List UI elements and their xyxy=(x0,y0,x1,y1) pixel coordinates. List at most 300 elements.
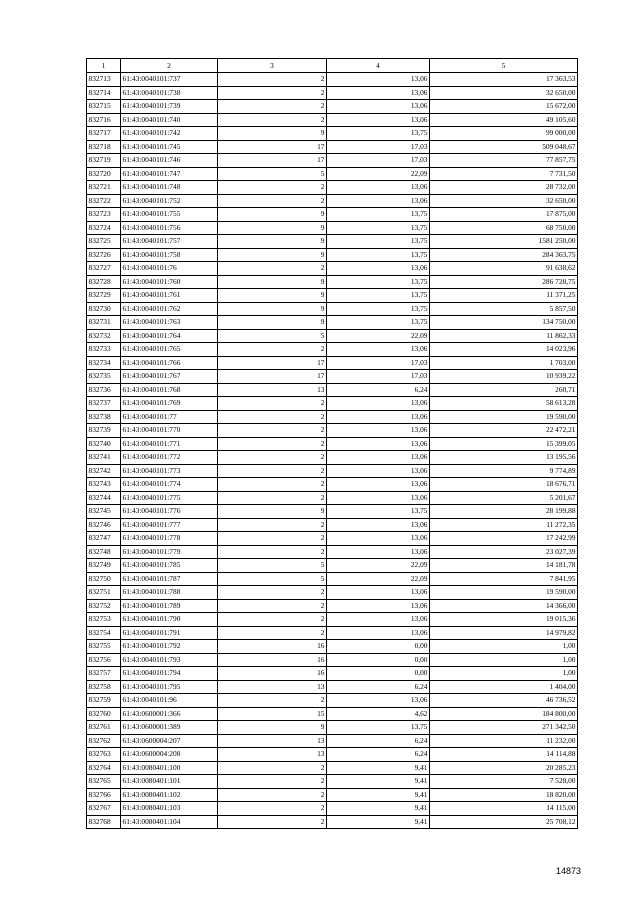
column-header: 4 xyxy=(327,59,430,73)
row-number-cell: 832756 xyxy=(87,653,121,667)
amount-cell: 1,00 xyxy=(430,667,578,681)
cadastral-number-cell: 61:43:0040101:764 xyxy=(121,329,218,343)
rate-cell: 13,06 xyxy=(327,694,430,708)
group-cell: 2 xyxy=(218,194,327,208)
amount-cell: 14 023,96 xyxy=(430,343,578,357)
cadastral-number-cell: 61:43:0040101:738 xyxy=(121,86,218,100)
table-row xyxy=(87,356,578,370)
row-number-cell: 832723 xyxy=(87,208,121,222)
amount-cell: 7 528,00 xyxy=(430,775,578,789)
amount-cell: 99 000,00 xyxy=(430,127,578,141)
row-number-cell: 832755 xyxy=(87,640,121,654)
table-row xyxy=(87,626,578,640)
amount-cell: 11 232,00 xyxy=(430,734,578,748)
amount-cell: 271 342,50 xyxy=(430,721,578,735)
table-row xyxy=(87,100,578,114)
amount-cell: 7 731,50 xyxy=(430,167,578,181)
group-cell: 17 xyxy=(218,140,327,154)
row-number-cell: 832718 xyxy=(87,140,121,154)
amount-cell: 32 650,00 xyxy=(430,86,578,100)
table-row xyxy=(87,464,578,478)
rate-cell: 4,62 xyxy=(327,707,430,721)
cadastral-number-cell: 61:43:0040101:745 xyxy=(121,140,218,154)
rate-cell: 13,06 xyxy=(327,613,430,627)
table-row xyxy=(87,86,578,100)
cadastral-number-cell: 61:43:0080401:103 xyxy=(121,802,218,816)
rate-cell: 9,41 xyxy=(327,815,430,829)
column-header: 1 xyxy=(87,59,121,73)
amount-cell: 23 027,39 xyxy=(430,545,578,559)
rate-cell: 13,75 xyxy=(327,221,430,235)
table-row xyxy=(87,545,578,559)
row-number-cell: 832758 xyxy=(87,680,121,694)
group-cell: 2 xyxy=(218,437,327,451)
table-row xyxy=(87,140,578,154)
table-row xyxy=(87,208,578,222)
cadastral-number-cell: 61:43:0040101:742 xyxy=(121,127,218,141)
table-row xyxy=(87,397,578,411)
amount-cell: 14 979,82 xyxy=(430,626,578,640)
cadastral-number-cell: 61:43:0040101:752 xyxy=(121,194,218,208)
group-cell: 9 xyxy=(218,302,327,316)
cadastral-number-cell: 61:43:0600001:366 xyxy=(121,707,218,721)
cadastral-number-cell: 61:43:0040101:768 xyxy=(121,383,218,397)
cadastral-number-cell: 61:43:0040101:775 xyxy=(121,491,218,505)
rate-cell: 13,06 xyxy=(327,478,430,492)
rate-cell: 13,75 xyxy=(327,289,430,303)
amount-cell: 20 285,23 xyxy=(430,761,578,775)
row-number-cell: 832749 xyxy=(87,559,121,573)
rate-cell: 6,24 xyxy=(327,748,430,762)
rate-cell: 13,06 xyxy=(327,586,430,600)
amount-cell: 14 366,00 xyxy=(430,599,578,613)
cadastral-number-cell: 61:43:0040101:770 xyxy=(121,424,218,438)
cadastral-number-cell: 61:43:0040101:77 xyxy=(121,410,218,424)
cadastral-number-cell: 61:43:0080401:101 xyxy=(121,775,218,789)
amount-cell: 1 404,00 xyxy=(430,680,578,694)
table-row xyxy=(87,343,578,357)
rate-cell: 13,06 xyxy=(327,518,430,532)
row-number-cell: 832741 xyxy=(87,451,121,465)
table-row xyxy=(87,694,578,708)
cadastral-number-cell: 61:43:0040101:747 xyxy=(121,167,218,181)
amount-cell: 10 939,22 xyxy=(430,370,578,384)
amount-cell: 9 774,89 xyxy=(430,464,578,478)
row-number-cell: 832727 xyxy=(87,262,121,276)
rate-cell: 22,09 xyxy=(327,572,430,586)
table-row xyxy=(87,748,578,762)
rate-cell: 6,24 xyxy=(327,680,430,694)
table-row xyxy=(87,586,578,600)
amount-cell: 15 672,00 xyxy=(430,100,578,114)
cadastral-number-cell: 61:43:0040101:778 xyxy=(121,532,218,546)
group-cell: 9 xyxy=(218,316,327,330)
amount-cell: 14 114,88 xyxy=(430,748,578,762)
group-cell: 16 xyxy=(218,667,327,681)
cadastral-number-cell: 61:43:0080401:100 xyxy=(121,761,218,775)
amount-cell: 14 115,00 xyxy=(430,802,578,816)
group-cell: 2 xyxy=(218,626,327,640)
amount-cell: 18 676,71 xyxy=(430,478,578,492)
table-row xyxy=(87,248,578,262)
rate-cell: 13,06 xyxy=(327,86,430,100)
row-number-cell: 832748 xyxy=(87,545,121,559)
cadastral-number-cell: 61:43:0600004:207 xyxy=(121,734,218,748)
table-row xyxy=(87,154,578,168)
rate-cell: 13,06 xyxy=(327,410,430,424)
row-number-cell: 832760 xyxy=(87,707,121,721)
column-header: 5 xyxy=(430,59,578,73)
group-cell: 9 xyxy=(218,289,327,303)
table-row xyxy=(87,194,578,208)
cadastral-number-cell: 61:43:0040101:748 xyxy=(121,181,218,195)
group-cell: 2 xyxy=(218,586,327,600)
row-number-cell: 832724 xyxy=(87,221,121,235)
amount-cell: 19 015,36 xyxy=(430,613,578,627)
amount-cell: 91 638,62 xyxy=(430,262,578,276)
group-cell: 2 xyxy=(218,599,327,613)
rate-cell: 6,24 xyxy=(327,383,430,397)
row-number-cell: 832744 xyxy=(87,491,121,505)
amount-cell: 15 399,05 xyxy=(430,437,578,451)
cadastral-number-cell: 61:43:0040101:740 xyxy=(121,113,218,127)
group-cell: 16 xyxy=(218,640,327,654)
group-cell: 2 xyxy=(218,761,327,775)
cadastral-number-cell: 61:43:0040101:756 xyxy=(121,221,218,235)
table-row xyxy=(87,518,578,532)
cadastral-number-cell: 61:43:0040101:763 xyxy=(121,316,218,330)
group-cell: 9 xyxy=(218,721,327,735)
row-number-cell: 832761 xyxy=(87,721,121,735)
row-number-cell: 832720 xyxy=(87,167,121,181)
group-cell: 2 xyxy=(218,815,327,829)
cadastral-number-cell: 61:43:0040101:762 xyxy=(121,302,218,316)
row-number-cell: 832731 xyxy=(87,316,121,330)
amount-cell: 1,00 xyxy=(430,653,578,667)
cadastral-number-cell: 61:43:0040101:779 xyxy=(121,545,218,559)
group-cell: 17 xyxy=(218,356,327,370)
cadastral-number-cell: 61:43:0040101:789 xyxy=(121,599,218,613)
rate-cell: 17,03 xyxy=(327,356,430,370)
amount-cell: 260,71 xyxy=(430,383,578,397)
group-cell: 5 xyxy=(218,572,327,586)
rate-cell: 13,75 xyxy=(327,302,430,316)
amount-cell: 184 800,00 xyxy=(430,707,578,721)
amount-cell: 509 048,67 xyxy=(430,140,578,154)
group-cell: 2 xyxy=(218,545,327,559)
cadastral-number-cell: 61:43:0040101:795 xyxy=(121,680,218,694)
rate-cell: 13,06 xyxy=(327,262,430,276)
group-cell: 2 xyxy=(218,73,327,87)
row-number-cell: 832738 xyxy=(87,410,121,424)
rate-cell: 13,06 xyxy=(327,194,430,208)
row-number-cell: 832754 xyxy=(87,626,121,640)
rate-cell: 22,09 xyxy=(327,167,430,181)
amount-cell: 46 736,52 xyxy=(430,694,578,708)
group-cell: 2 xyxy=(218,775,327,789)
row-number-cell: 832737 xyxy=(87,397,121,411)
amount-cell: 19 590,00 xyxy=(430,410,578,424)
group-cell: 2 xyxy=(218,788,327,802)
amount-cell: 5 201,67 xyxy=(430,491,578,505)
rate-cell: 22,09 xyxy=(327,559,430,573)
amount-cell: 22 472,21 xyxy=(430,424,578,438)
rate-cell: 13,75 xyxy=(327,235,430,249)
group-cell: 5 xyxy=(218,167,327,181)
group-cell: 2 xyxy=(218,410,327,424)
rate-cell: 13,06 xyxy=(327,343,430,357)
group-cell: 2 xyxy=(218,518,327,532)
group-cell: 16 xyxy=(218,653,327,667)
rate-cell: 13,06 xyxy=(327,545,430,559)
group-cell: 9 xyxy=(218,208,327,222)
group-cell: 15 xyxy=(218,707,327,721)
group-cell: 5 xyxy=(218,329,327,343)
cadastral-number-cell: 61:43:0040101:737 xyxy=(121,73,218,87)
amount-cell: 49 105,60 xyxy=(430,113,578,127)
table-row xyxy=(87,721,578,735)
rate-cell: 13,75 xyxy=(327,505,430,519)
amount-cell: 28 199,88 xyxy=(430,505,578,519)
cadastral-number-cell: 61:43:0040101:793 xyxy=(121,653,218,667)
table-row xyxy=(87,113,578,127)
group-cell: 2 xyxy=(218,694,327,708)
cadastral-number-cell: 61:43:0080401:102 xyxy=(121,788,218,802)
row-number-cell: 832729 xyxy=(87,289,121,303)
row-number-cell: 832743 xyxy=(87,478,121,492)
cadastral-number-cell: 61:43:0040101:776 xyxy=(121,505,218,519)
row-number-cell: 832752 xyxy=(87,599,121,613)
amount-cell: 5 857,50 xyxy=(430,302,578,316)
table-row xyxy=(87,559,578,573)
row-number-cell: 832750 xyxy=(87,572,121,586)
table-row xyxy=(87,329,578,343)
rate-cell: 13,75 xyxy=(327,127,430,141)
rate-cell: 13,06 xyxy=(327,491,430,505)
group-cell: 9 xyxy=(218,275,327,289)
amount-cell: 58 613,28 xyxy=(430,397,578,411)
row-number-cell: 832714 xyxy=(87,86,121,100)
table-row xyxy=(87,788,578,802)
rate-cell: 13,06 xyxy=(327,451,430,465)
row-number-cell: 832721 xyxy=(87,181,121,195)
row-number-cell: 832728 xyxy=(87,275,121,289)
rate-cell: 13,06 xyxy=(327,73,430,87)
table-row xyxy=(87,424,578,438)
cadastral-number-cell: 61:43:0040101:794 xyxy=(121,667,218,681)
cadastral-number-cell: 61:43:0040101:96 xyxy=(121,694,218,708)
group-cell: 2 xyxy=(218,613,327,627)
rate-cell: 13,06 xyxy=(327,113,430,127)
table-row xyxy=(87,262,578,276)
row-number-cell: 832742 xyxy=(87,464,121,478)
row-number-cell: 832717 xyxy=(87,127,121,141)
row-number-cell: 832745 xyxy=(87,505,121,519)
header-row xyxy=(87,59,578,73)
rate-cell: 13,06 xyxy=(327,464,430,478)
group-cell: 13 xyxy=(218,680,327,694)
rate-cell: 13,75 xyxy=(327,248,430,262)
group-cell: 2 xyxy=(218,343,327,357)
cadastral-number-cell: 61:43:0040101:788 xyxy=(121,586,218,600)
cadastral-number-cell: 61:43:0080401:104 xyxy=(121,815,218,829)
group-cell: 9 xyxy=(218,248,327,262)
row-number-cell: 832763 xyxy=(87,748,121,762)
group-cell: 2 xyxy=(218,451,327,465)
row-number-cell: 832713 xyxy=(87,73,121,87)
table-row xyxy=(87,275,578,289)
rate-cell: 13,75 xyxy=(327,316,430,330)
group-cell: 2 xyxy=(218,113,327,127)
rate-cell: 9,41 xyxy=(327,761,430,775)
rate-cell: 13,75 xyxy=(327,275,430,289)
amount-cell: 17 363,53 xyxy=(430,73,578,87)
table-row xyxy=(87,181,578,195)
cadastral-number-cell: 61:43:0040101:792 xyxy=(121,640,218,654)
cadastral-number-cell: 61:43:0040101:769 xyxy=(121,397,218,411)
cadastral-number-cell: 61:43:0600004:208 xyxy=(121,748,218,762)
row-number-cell: 832766 xyxy=(87,788,121,802)
group-cell: 9 xyxy=(218,235,327,249)
group-cell: 2 xyxy=(218,86,327,100)
cadastral-number-cell: 61:43:0040101:765 xyxy=(121,343,218,357)
row-number-cell: 832722 xyxy=(87,194,121,208)
row-number-cell: 832732 xyxy=(87,329,121,343)
table-row xyxy=(87,505,578,519)
column-header: 2 xyxy=(121,59,218,73)
cadastral-number-cell: 61:43:0040101:767 xyxy=(121,370,218,384)
row-number-cell: 832726 xyxy=(87,248,121,262)
cadastral-number-cell: 61:43:0040101:791 xyxy=(121,626,218,640)
table-row xyxy=(87,613,578,627)
rate-cell: 13,06 xyxy=(327,397,430,411)
row-number-cell: 832747 xyxy=(87,532,121,546)
cadastral-number-cell: 61:43:0040101:746 xyxy=(121,154,218,168)
group-cell: 2 xyxy=(218,491,327,505)
rate-cell: 13,06 xyxy=(327,100,430,114)
rate-cell: 22,09 xyxy=(327,329,430,343)
row-number-cell: 832725 xyxy=(87,235,121,249)
amount-cell: 68 750,00 xyxy=(430,221,578,235)
cadastral-number-cell: 61:43:0040101:761 xyxy=(121,289,218,303)
amount-cell: 17 242,99 xyxy=(430,532,578,546)
table-row xyxy=(87,680,578,694)
row-number-cell: 832730 xyxy=(87,302,121,316)
table-row xyxy=(87,640,578,654)
amount-cell: 28 732,00 xyxy=(430,181,578,195)
table-row xyxy=(87,127,578,141)
row-number-cell: 832768 xyxy=(87,815,121,829)
group-cell: 2 xyxy=(218,532,327,546)
row-number-cell: 832746 xyxy=(87,518,121,532)
table-row xyxy=(87,302,578,316)
table-row xyxy=(87,437,578,451)
cadastral-number-cell: 61:43:0040101:760 xyxy=(121,275,218,289)
row-number-cell: 832719 xyxy=(87,154,121,168)
cadastral-number-cell: 61:43:0040101:755 xyxy=(121,208,218,222)
group-cell: 13 xyxy=(218,734,327,748)
rate-cell: 17,03 xyxy=(327,140,430,154)
amount-cell: 18 820,00 xyxy=(430,788,578,802)
amount-cell: 7 841,95 xyxy=(430,572,578,586)
row-number-cell: 832736 xyxy=(87,383,121,397)
rate-cell: 17,03 xyxy=(327,154,430,168)
table-row xyxy=(87,383,578,397)
cadastral-number-cell: 61:43:0040101:739 xyxy=(121,100,218,114)
table-row xyxy=(87,572,578,586)
row-number-cell: 832765 xyxy=(87,775,121,789)
row-number-cell: 832764 xyxy=(87,761,121,775)
register-table xyxy=(86,58,578,829)
rate-cell: 0,00 xyxy=(327,667,430,681)
group-cell: 17 xyxy=(218,370,327,384)
group-cell: 2 xyxy=(218,424,327,438)
rate-cell: 13,06 xyxy=(327,599,430,613)
amount-cell: 25 708,12 xyxy=(430,815,578,829)
cadastral-number-cell: 61:43:0040101:771 xyxy=(121,437,218,451)
table-row xyxy=(87,815,578,829)
group-cell: 2 xyxy=(218,181,327,195)
table-row xyxy=(87,370,578,384)
rate-cell: 0,00 xyxy=(327,640,430,654)
cadastral-number-cell: 61:43:0040101:785 xyxy=(121,559,218,573)
table-row xyxy=(87,599,578,613)
row-number-cell: 832740 xyxy=(87,437,121,451)
row-number-cell: 832751 xyxy=(87,586,121,600)
row-number-cell: 832757 xyxy=(87,667,121,681)
amount-cell: 14 181,78 xyxy=(430,559,578,573)
group-cell: 2 xyxy=(218,478,327,492)
rate-cell: 9,41 xyxy=(327,775,430,789)
table-row xyxy=(87,451,578,465)
amount-cell: 11 862,33 xyxy=(430,329,578,343)
rate-cell: 9,41 xyxy=(327,802,430,816)
table-row xyxy=(87,167,578,181)
table-row xyxy=(87,653,578,667)
group-cell: 2 xyxy=(218,100,327,114)
row-number-cell: 832735 xyxy=(87,370,121,384)
cadastral-number-cell: 61:43:0040101:787 xyxy=(121,572,218,586)
amount-cell: 11 272,35 xyxy=(430,518,578,532)
cadastral-number-cell: 61:43:0040101:774 xyxy=(121,478,218,492)
table-row xyxy=(87,667,578,681)
group-cell: 2 xyxy=(218,262,327,276)
rate-cell: 13,06 xyxy=(327,437,430,451)
table-row xyxy=(87,235,578,249)
row-number-cell: 832715 xyxy=(87,100,121,114)
cadastral-number-cell: 61:43:0040101:766 xyxy=(121,356,218,370)
rate-cell: 13,06 xyxy=(327,181,430,195)
group-cell: 2 xyxy=(218,464,327,478)
column-header: 3 xyxy=(218,59,327,73)
row-number-cell: 832762 xyxy=(87,734,121,748)
group-cell: 9 xyxy=(218,505,327,519)
amount-cell: 284 363,75 xyxy=(430,248,578,262)
row-number-cell: 832767 xyxy=(87,802,121,816)
amount-cell: 134 750,00 xyxy=(430,316,578,330)
group-cell: 9 xyxy=(218,221,327,235)
cadastral-number-cell: 61:43:0040101:758 xyxy=(121,248,218,262)
rate-cell: 13,75 xyxy=(327,208,430,222)
table-row xyxy=(87,734,578,748)
amount-cell: 17 875,00 xyxy=(430,208,578,222)
rate-cell: 17,03 xyxy=(327,370,430,384)
amount-cell: 19 590,00 xyxy=(430,586,578,600)
group-cell: 17 xyxy=(218,154,327,168)
amount-cell: 286 728,75 xyxy=(430,275,578,289)
table-row xyxy=(87,221,578,235)
cadastral-number-cell: 61:43:0040101:76 xyxy=(121,262,218,276)
